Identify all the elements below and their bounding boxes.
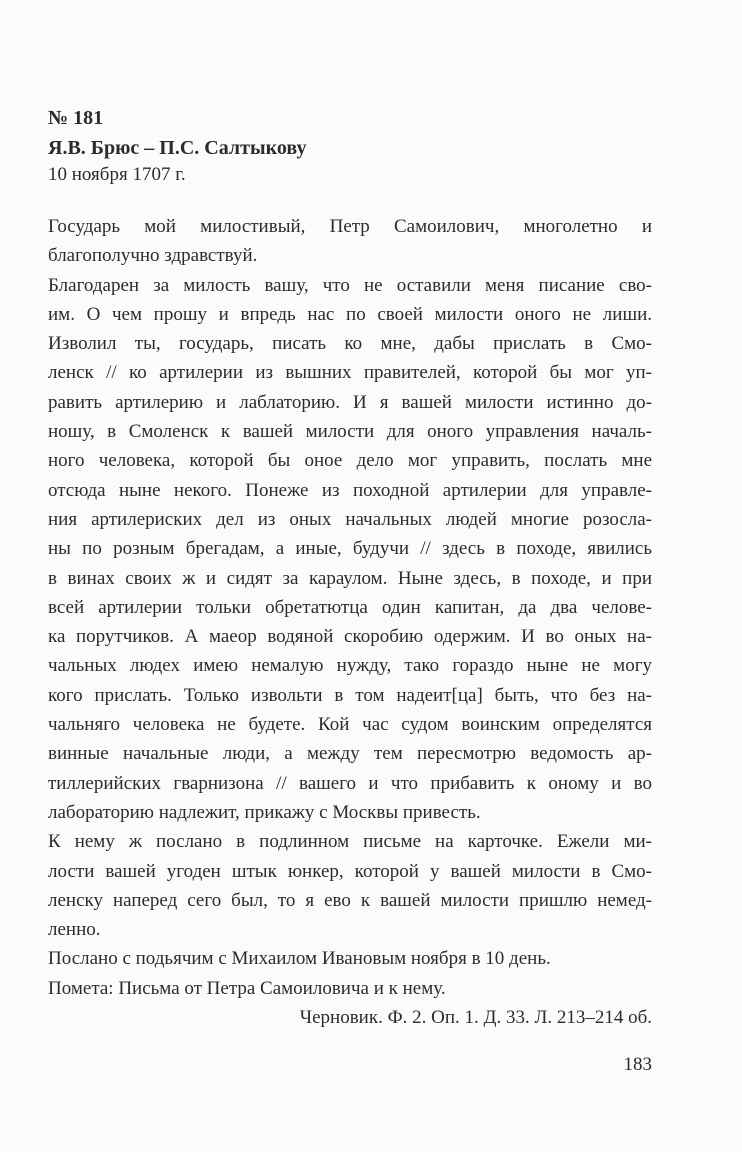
body-line: ны по розным брегадам, а иные, будучи // здесь в походе, явились	[48, 538, 652, 560]
body-line: кого прислать. Только извольти в том надеит[ца] быть, что без на-	[48, 684, 652, 706]
body-line: им. О чем прошу и впредь нас по своей милости оного не лиши.	[48, 303, 652, 325]
body-line: Благодарен за милость вашу, что не оставили меня писание сво-	[48, 274, 652, 296]
mark-note: Помета: Письма от Петра Самоиловича и к нему.	[48, 977, 446, 999]
page-number: 183	[623, 1054, 652, 1075]
document-number: № 181	[48, 107, 104, 129]
body-line: тиллерийских гварнизона // вашего и что прибавить к оному и во	[48, 772, 652, 794]
body-line: в винах своих ж и сидят за караулом. Ныне здесь, в походе, и при	[48, 567, 652, 589]
archive-reference: Черновик. Ф. 2. Оп. 1. Д. 33. Л. 213–214 об.	[299, 1007, 652, 1029]
document-title: Я.В. Брюс – П.С. Салтыкову	[48, 137, 307, 159]
body-line: лабораторию надлежит, прикажу с Москвы привесть.	[48, 801, 481, 823]
body-line: Изволил ты, государь, писать ко мне, дабы прислать в Смо-	[48, 333, 652, 355]
body-line: чальных людех имею немалую нужду, тако гораздо ныне не могу	[48, 655, 652, 677]
body-line: равить артилерию и лаблаторию. И я вашей милости истинно до-	[48, 391, 652, 413]
body-line: лости вашей угоден штык юнкер, которой у вашей милости в Смо-	[48, 860, 652, 882]
document-date: 10 ноября 1707 г.	[48, 164, 186, 185]
body-line: всей артилерии тольки обретатютца один капитан, да два челове-	[48, 596, 652, 618]
body-line: ношу, в Смоленск к вашей милости для оного управления началь-	[48, 421, 652, 443]
body-line: чальняго человека не будете. Кой час судом воинским определятся	[48, 714, 652, 736]
body-line: отсюда ныне некого. Понеже из походной артилерии для управле-	[48, 479, 652, 501]
body-line: ного человека, которой бы оное дело мог управить, послать мне	[48, 450, 652, 472]
body-line: Государь мой милостивый, Петр Самоилович, многолетно и	[48, 216, 652, 237]
body-line: благополучно здравствуй.	[48, 245, 258, 267]
sent-note: Послано с подьячим с Михаилом Ивановым ноября в 10 день.	[48, 948, 551, 970]
body-line: ния артилериских дел из оных начальных людей многие розосла-	[48, 508, 652, 530]
body-line: винные начальные люди, а между тем пересмотрю ведомость ар-	[48, 743, 652, 765]
letter-body	[48, 212, 652, 1032]
body-line: ка порутчиков. А маеор водяной скоробию одержим. И во оных на-	[48, 626, 652, 648]
body-line: ленску наперед сего был, то я ево к вашей милости пришлю немед-	[48, 889, 652, 911]
body-line: ленно.	[48, 919, 101, 941]
body-line: К нему ж послано в подлинном письме на карточке. Ежели ми-	[48, 831, 652, 853]
body-line: ленск // ко артилерии из вышних правителей, которой бы мог уп-	[48, 362, 652, 384]
